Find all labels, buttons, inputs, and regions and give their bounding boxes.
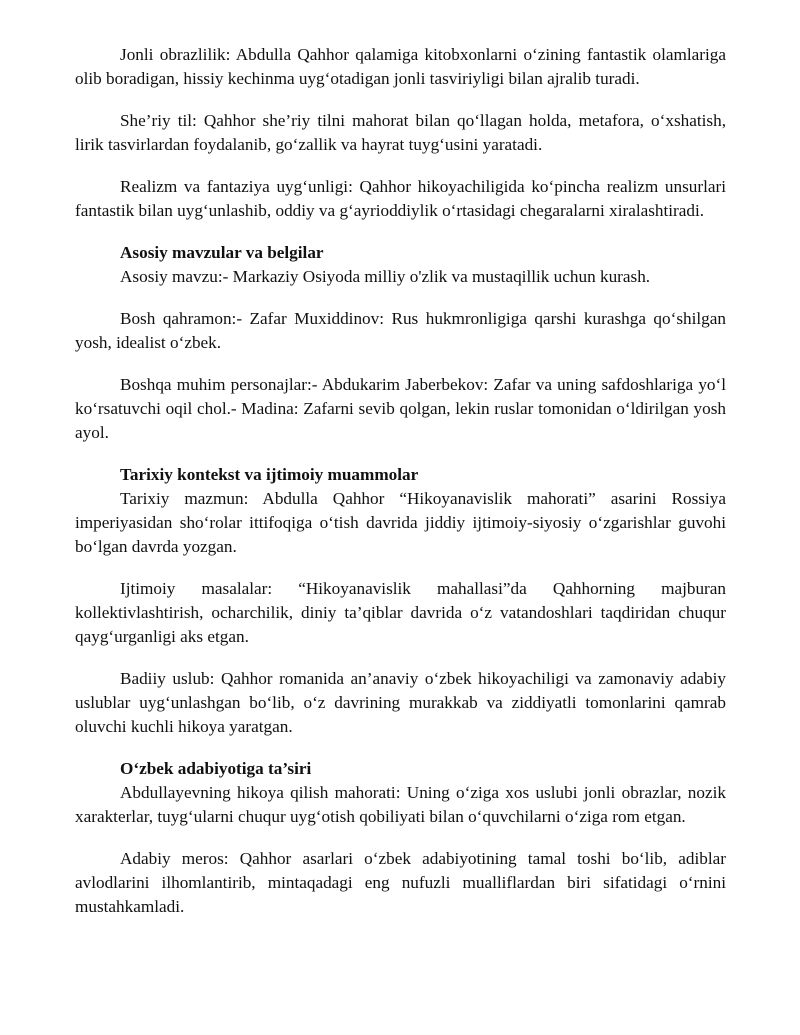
paragraph-adabiy-meros: Adabiy meros: Qahhor asarlari o‘zbek adabiyotining tamal toshi bo‘lib, adiblar avlodlarini ilhomlantirib, mintaqadagi eng nufuzli mualliflardan biri sifatidagi o‘rnini mustahkamladi. <box>75 849 726 916</box>
paragraph-badiiy-uslub: Badiiy uslub: Qahhor romanida an’anaviy o‘zbek hikoyachiligi va zamonaviy adabiy uslublar uyg‘unlashgan bo‘lib, o‘z davrining murakkab va ziddiyatli tomonlarini qamrab oluvchi kuchli hikoya yaratgan. <box>75 669 726 736</box>
paragraph-bosh-qahramon: Bosh qahramon:- Zafar Muxiddinov: Rus hukmronligiga qarshi kurashga qo‘shilgan yosh, idealist o‘zbek. <box>75 309 726 352</box>
section-heading-influence: O‘zbek adabiyotiga ta’siri <box>120 759 312 778</box>
paragraph-tarixiy-mazmun: Tarixiy mazmun: Abdulla Qahhor “Hikoyanavislik mahorati” asarini Rossiya imperiyasidan sho‘rolar ittifoqiga o‘tish davrida jiddiy ijtimoiy-siyosiy o‘zgarishlar guvohi bo‘lgan davrda yozgan. <box>75 489 726 556</box>
paragraph-boshqa-personajlar: Boshqa muhim personajlar:- Abdukarim Jaberbekov: Zafar va uning safdoshlariga yo‘l ko‘rsatuvchi oqil chol.- Madina: Zafarni sevib qolgan, lekin ruslar tomonidan o‘ldirilgan yosh ayol. <box>75 375 726 442</box>
paragraph-asosiy-mavzu: Asosiy mavzu:- Markaziy Osiyoda milliy o'zlik va mustaqillik uchun kurash. <box>120 267 651 286</box>
paragraph-ijtimoiy-masalalar: Ijtimoiy masalalar: “Hikoyanavislik mahallasi”da Qahhorning majburan kollektivlashtirish, ocharchilik, diniy ta’qiblar davrida o‘z vatandoshlari taqdiridan chuqur qayg‘urganligi aks etgan. <box>75 579 726 646</box>
paragraph-sheriy-til: She’riy til: Qahhor she’riy tilni mahorat bilan qo‘llagan holda, metafora, o‘xshatish, lirik tasvirlardan foydalanib, go‘zallik va hayrat tuyg‘usini yaratadi. <box>75 111 726 154</box>
section-heading-context: Tarixiy kontekst va ijtimoiy muammolar <box>120 465 419 484</box>
paragraph-hikoya-mahorati: Abdullayevning hikoya qilish mahorati: Uning o‘ziga xos uslubi jonli obrazlar, nozik xarakterlar, tuyg‘ularni chuqur uyg‘otish qobiliyati bilan o‘quvchilarni o‘ziga rom etgan. <box>75 783 726 826</box>
paragraph-realizm-fantaziya: Realizm va fantaziya uyg‘unligi: Qahhor hikoyachiligida ko‘pincha realizm unsurlari fantastik bilan uyg‘unlashib, oddiy va g‘ayrioddiylik o‘rtasidagi chegaralarni xiralashtiradi. <box>75 177 726 220</box>
paragraph-jonli-obrazlilik: Jonli obrazlilik: Abdulla Qahhor qalamiga kitobxonlarni o‘zining fantastik olamlariga olib boradigan, hissiy kechinma uyg‘otadigan jonli tasviriyligi bilan ajralib turadi. <box>75 45 726 88</box>
section-heading-themes: Asosiy mavzular va belgilar <box>120 243 324 262</box>
